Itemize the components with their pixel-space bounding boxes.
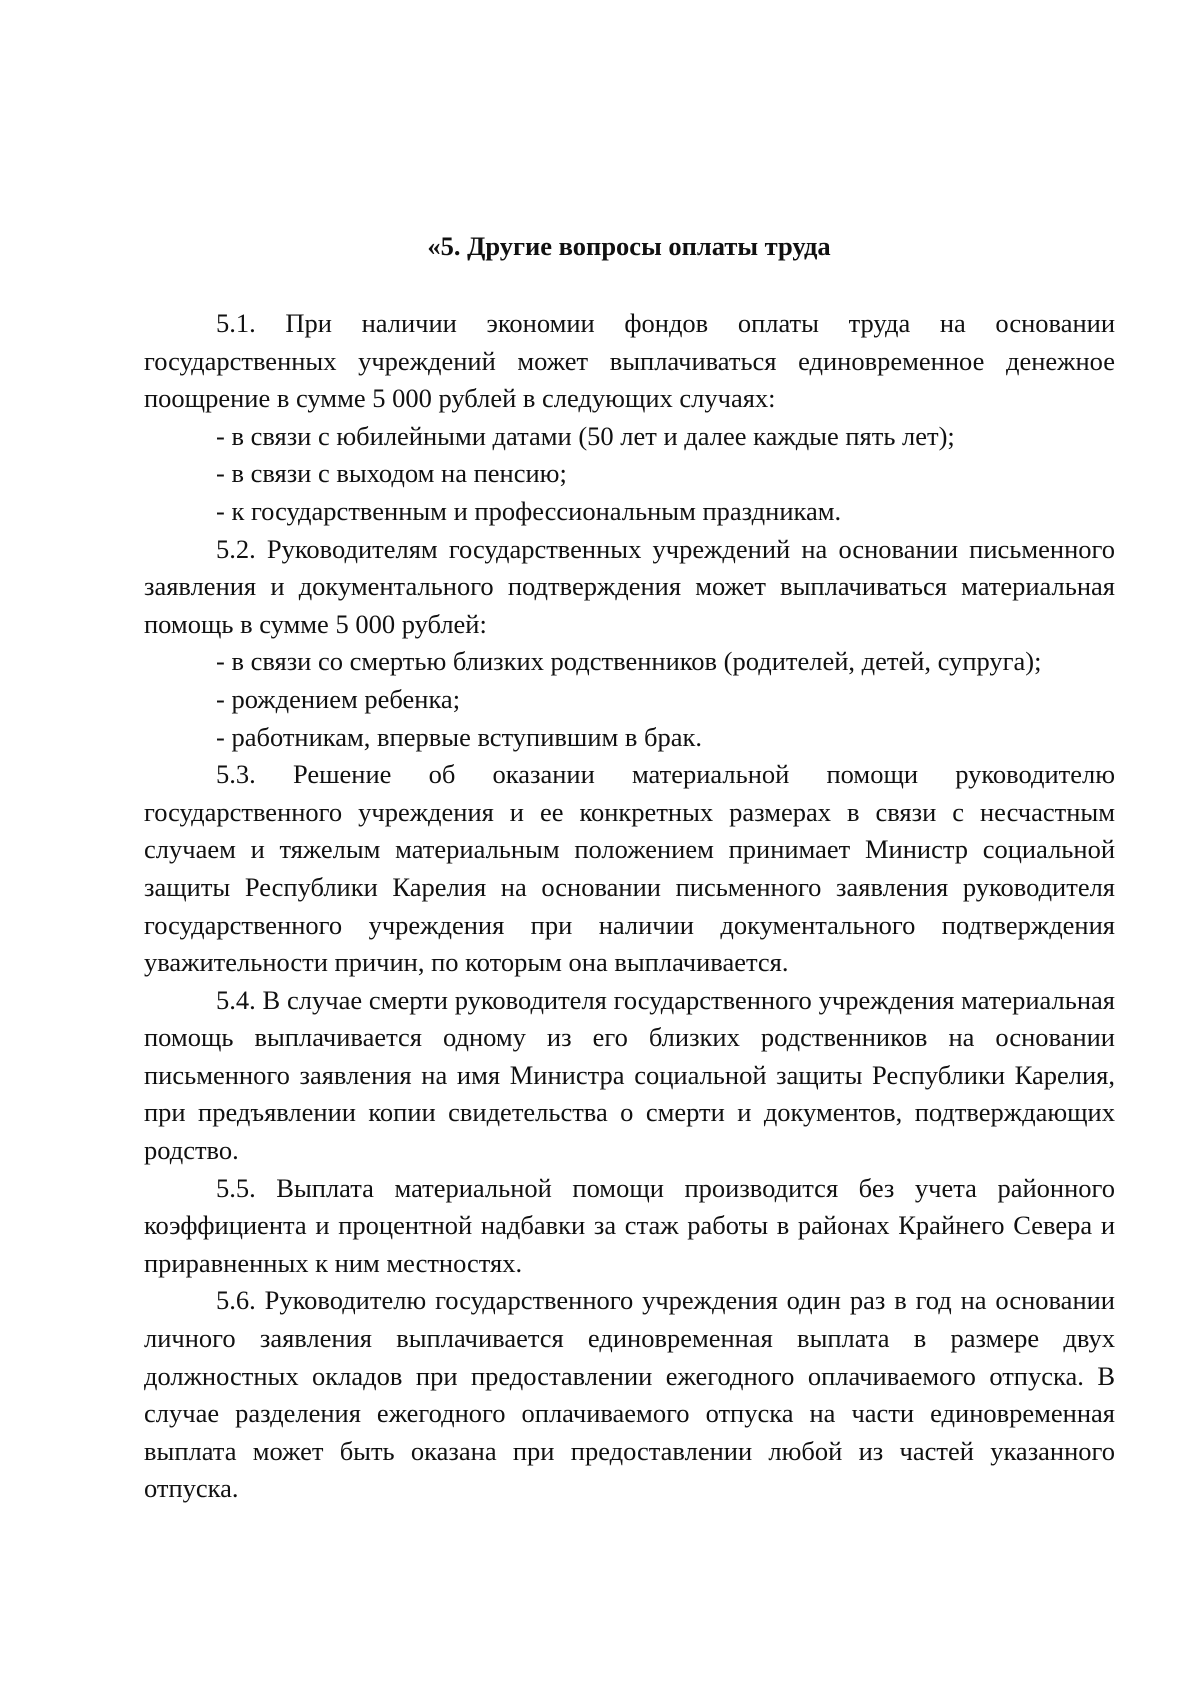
paragraph-5-6: 5.6. Руководителю государственного учреждения один раз в год на основании личного заявления выплачивается единовременная выплата в размере двух должностных окладов при предоставлении ежегодного оплачиваемого отпуска. В случае разделения ежегодного оплачиваемого отпуска на части единовременная выплата может быть оказана при предоставлении любой из частей указанного отпуска. [144,1285,1115,1504]
paragraph-5-1: 5.1. При наличии экономии фондов оплаты труда на основании государственных учреждений может выплачиваться единовременное денежное поощрение в сумме 5 000 рублей в следующих случаях: [144,308,1115,414]
document-body [144,305,1115,1508]
list-item: - в связи со смертью близких родственников (родителей, детей, супруга); [216,646,1042,677]
paragraph-5-2: 5.2. Руководителям государственных учреждений на основании письменного заявления и документального подтверждения может выплачиваться материальная помощь в сумме 5 000 рублей: [144,533,1115,639]
list-item: - работникам, впервые вступившим в брак. [216,721,703,752]
list-item: - рождением ребенка; [216,683,461,714]
paragraph-5-5: 5.5. Выплата материальной помощи производится без учета районного коэффициента и процентной надбавки за стаж работы в районах Крайнего Севера и приравненных к ним местностях. [144,1172,1115,1278]
paragraph-5-4: 5.4. В случае смерти руководителя государственного учреждения материальная помощь выплачивается одному из его близких родственников на основании письменного заявления на имя Министра социальной защиты Республики Карелия, при предъявлении копии свидетельства о смерти и документов, подтверждающих родство. [144,984,1115,1166]
section-heading: «5. Другие вопросы оплаты труда [427,231,831,261]
list-item: - в связи с выходом на пенсию; [216,458,567,489]
paragraph-5-3: 5.3. Решение об оказании материальной помощи руководителю государственного учреждения и ее конкретных размерах в связи с несчастным случаем и тяжелым материальным положением принимает Министр социальной защиты Республики Карелия на основании письменного заявления руководителя государственного учреждения при наличии документального подтверждения уважительности причин, по которым она выплачивается. [144,759,1115,978]
list-item: - в связи с юбилейными датами (50 лет и далее каждые пять лет); [216,420,955,451]
list-item: - к государственным и профессиональным праздникам. [216,495,842,526]
